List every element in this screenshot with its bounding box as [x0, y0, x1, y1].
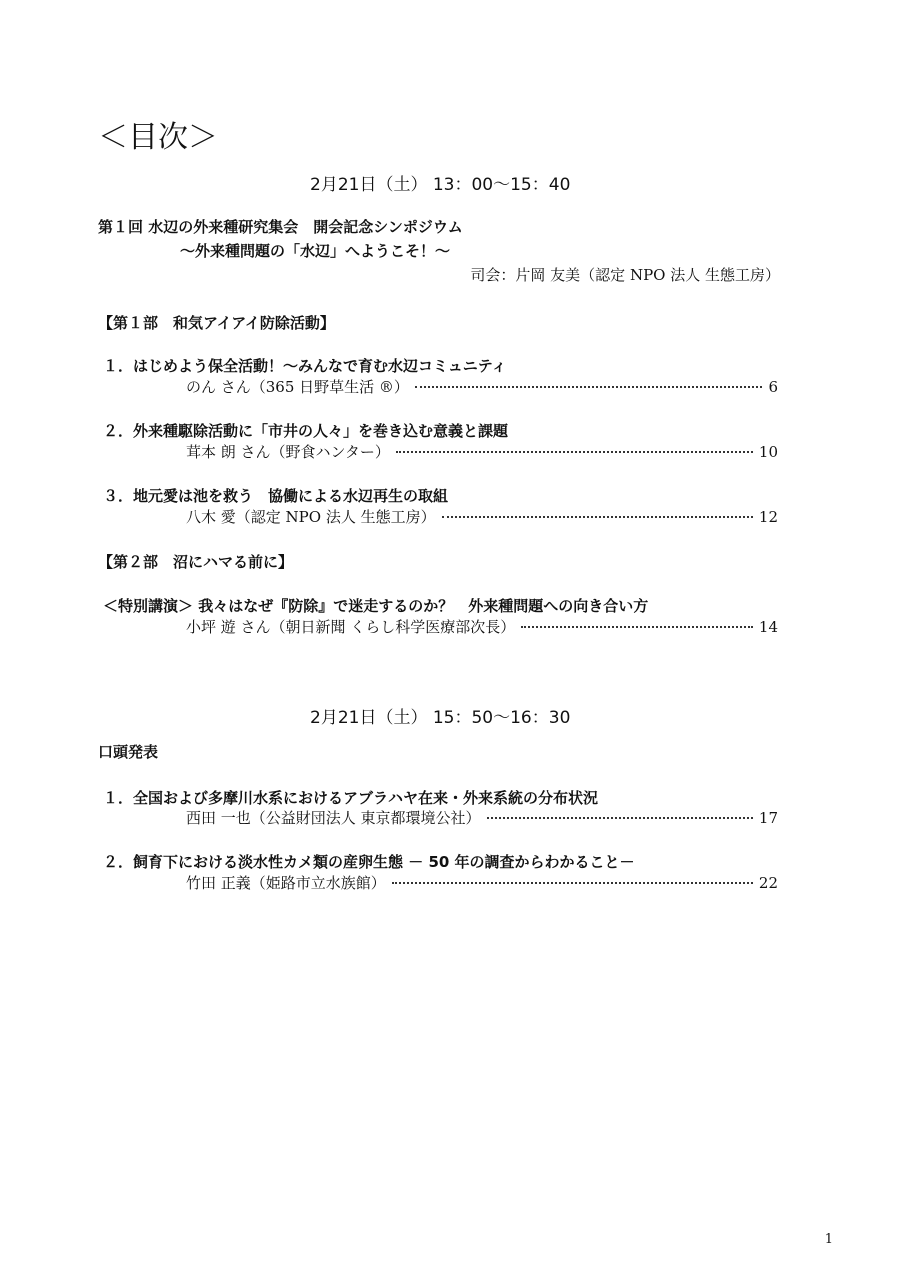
toc-item-speaker: 小坪 遊 さん（朝日新聞 くらし科学医療部次長）: [186, 618, 516, 636]
session1-datetime: 2月21日（土） 13：00～15：40: [310, 175, 571, 195]
symposium-subtitle: ～外来種問題の「水辺」へようこそ！～: [180, 242, 451, 260]
toc-item-title: １．全国および多摩川水系におけるアブラハヤ在来・外来系統の分布状況: [103, 789, 599, 807]
toc-item-speaker: 八木 愛（認定 NPO 法人 生態工房）: [186, 508, 436, 526]
toc-item-entry[interactable]: [186, 376, 778, 398]
toc-item-entry[interactable]: [186, 872, 778, 894]
session2-datetime: 2月21日（土） 15：50～16：30: [310, 708, 571, 728]
symposium-title: 第１回 水辺の外来種研究集会 開会記念シンポジウム: [98, 218, 463, 236]
toc-item-title: １．はじめよう保全活動！～みんなで育む水辺コミュニティ: [103, 357, 507, 375]
toc-item-page: 14: [758, 618, 778, 636]
oral-presentations-label: 口頭発表: [98, 743, 159, 761]
page-number: 1: [824, 1232, 833, 1247]
leader-dots: [487, 817, 753, 819]
toc-item-page: 10: [758, 443, 778, 461]
toc-item-page: 6: [768, 378, 778, 396]
moderator: 司会：片岡 友美（認定 NPO 法人 生態工房）: [470, 266, 780, 284]
toc-item-title: ２．外来種駆除活動に「市井の人々」を巻き込む意義と課題: [103, 422, 509, 440]
toc-item-page: 22: [758, 874, 778, 892]
toc-item-entry[interactable]: [186, 807, 778, 829]
toc-item-speaker: 茸本 朗 さん（野食ハンター）: [186, 443, 390, 461]
toc-item-page: 12: [758, 508, 778, 526]
toc-item-page: 17: [758, 809, 778, 827]
leader-dots: [396, 451, 753, 453]
leader-dots: [415, 386, 763, 388]
toc-item-title: ３．地元愛は池を救う 協働による水辺再生の取組: [103, 487, 449, 505]
toc-item-speaker: 竹田 正義（姫路市立水族館）: [186, 874, 386, 892]
toc-item-title: ２．飼育下における淡水性カメ類の産卵生態 － 50 年の調査からわかること－: [103, 853, 635, 871]
toc-item-entry[interactable]: [186, 616, 778, 638]
part1-label: 【第１部 和気アイアイ防除活動】: [98, 314, 335, 332]
toc-item-speaker: のん さん（365 日野草生活 ®）: [186, 378, 409, 396]
leader-dots: [442, 516, 753, 518]
toc-item-speaker: 西田 一也（公益財団法人 東京都環境公社）: [186, 809, 481, 827]
toc-item-entry[interactable]: [186, 441, 778, 463]
leader-dots: [392, 882, 753, 884]
toc-item-entry[interactable]: [186, 506, 778, 528]
toc-heading: ＜目次＞: [98, 120, 218, 155]
leader-dots: [521, 626, 753, 628]
part2-label: 【第２部 沼にハマる前に】: [98, 553, 294, 571]
toc-item-title: ＜特別講演＞ 我々はなぜ『防除』で迷走するのか？ 外来種問題への向き合い方: [103, 597, 649, 615]
